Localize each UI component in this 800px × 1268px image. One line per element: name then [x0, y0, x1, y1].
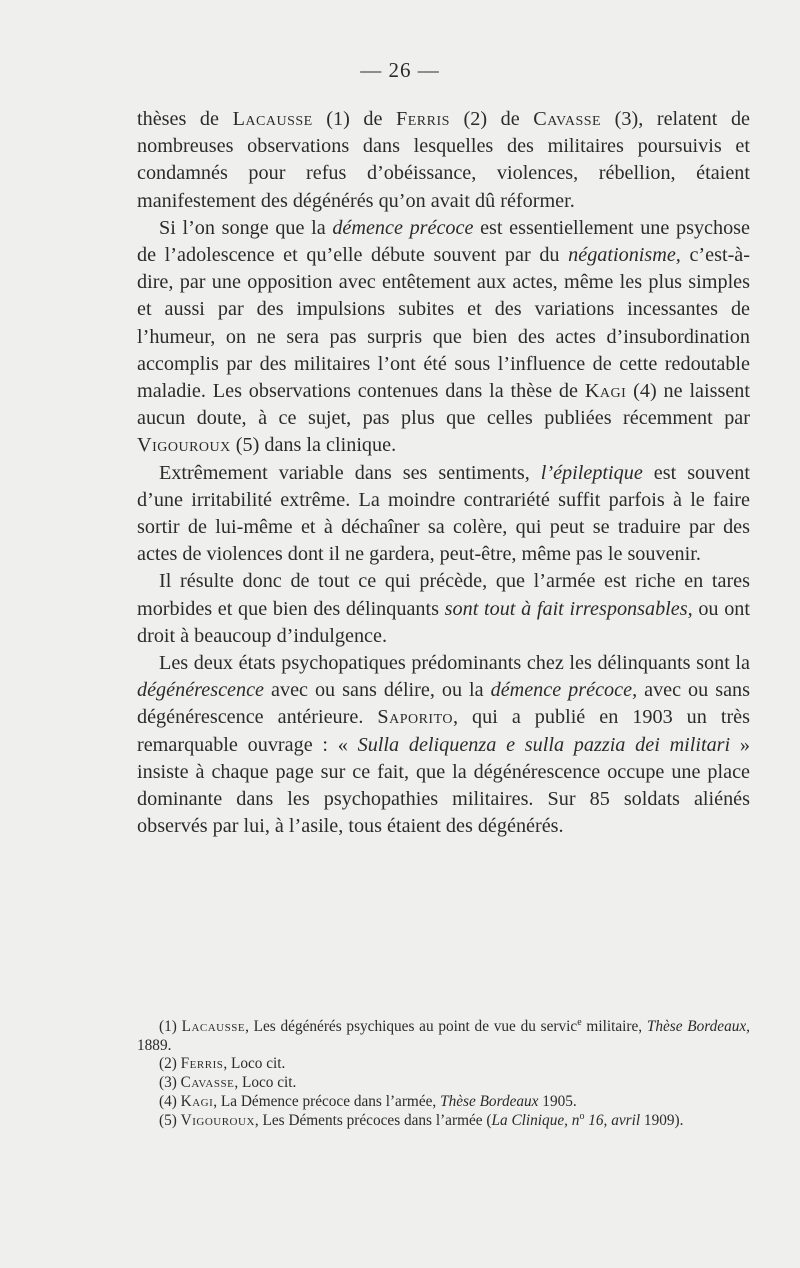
superscript: e — [577, 1016, 582, 1028]
footnotes — [137, 1018, 750, 1130]
italic-term: l’épileptique — [540, 461, 643, 484]
paragraph-3 — [137, 460, 750, 569]
author-name: Cavasse — [180, 1074, 235, 1092]
paragraph-2 — [137, 215, 750, 460]
italic-term: négationisme, — [568, 244, 681, 267]
text: (1) de — [312, 108, 397, 130]
text: Il résulte donc de tout ce qui précède, que l’armée est riche en tares morbides et que bien des délinquants — [137, 570, 750, 620]
author-name: Vigouroux — [137, 434, 231, 457]
author-name: Cavasse — [533, 108, 602, 130]
text: avec ou sans délire, ou la — [264, 679, 491, 702]
text: , Les dégénérés psychiques au point de vue du servic — [245, 1018, 578, 1035]
text: , La Démence précoce dans l’armée, — [213, 1092, 441, 1110]
italic-term: sont tout à fait irresponsables, — [444, 597, 693, 620]
page-number: — 26 — — [360, 58, 440, 82]
italic-title: Thèse Bordeaux — [440, 1092, 539, 1110]
body-text — [137, 106, 750, 840]
author-name: Kagi — [584, 380, 627, 403]
text: » insiste à chaque page sur ce fait, que la dégénérescence occupe une place dominante dans les psychopathies militaires. Sur 85 soldats aliénés observés par lui, à l’asile, tous étaient des dégénérés. — [137, 733, 750, 838]
text: ou ont droit à beaucoup d’indulgence. — [137, 597, 750, 647]
footnote-5 — [137, 1112, 750, 1131]
footnote-marker: (5) — [159, 1111, 181, 1129]
text: est souvent d’une irritabilité extrême. La moindre contrariété suffit parfois à le faire sortir de lui-même et à déchaîner sa colère, qui peut se traduire par des actes de violences dont il ne gardera, peut-être, même pas le souvenir. — [137, 461, 750, 566]
text: militaire, — [581, 1018, 647, 1035]
superscript: o — [579, 1110, 585, 1122]
author-name: Kagi — [180, 1092, 214, 1110]
author-name: Lacausse — [232, 108, 313, 130]
text: c’est-à-dire, par une opposition avec entêtement aux actes, même les plus simples et aussi par des impulsions subites et des variations incessantes de l’humeur, on ne sera pas surpris que bien des actes d’insubordination accomplis par des militaires l’ont été sous l’influence de cette redoutable maladie. Les observations contenues dans la thèse de — [137, 244, 750, 403]
italic-title: Thèse Bordeaux, — [646, 1018, 751, 1035]
author-name: Ferris — [180, 1055, 224, 1073]
text: Les deux états psychopatiques prédominants chez les délinquants sont la — [159, 652, 750, 675]
text: 1909). — [640, 1111, 684, 1129]
text: avec ou sans dégénérescence antérieure. — [137, 679, 750, 729]
text: 1889. — [137, 1036, 172, 1054]
paragraph-4 — [137, 568, 750, 650]
text: , qui a publié en 1903 un très remarquable ouvrage : « — [137, 706, 750, 756]
text: (5) dans la clinique. — [230, 434, 397, 457]
text: est essentiellement une psychose de l’adolescence et qu’elle débute souvent par du — [137, 216, 750, 267]
italic-title: 16, avril — [584, 1111, 641, 1129]
italic-term: démence précoce, — [490, 679, 638, 702]
text: , Les Déments précoces dans l’armée ( — [254, 1111, 492, 1129]
author-name: Saporito — [377, 706, 454, 729]
italic-title: Sulla deliquenza e sulla pazzia dei militari — [357, 733, 731, 756]
text: (3), relatent de nombreuses observations dans lesquelles des militaires poursuivis et condamnés pour refus d’obéissance, violences, rébellion, étaient manifestement des dégénérés qu’on avait dû réformer. — [137, 108, 751, 212]
italic-term: démence précoce — [332, 216, 474, 239]
footnote-4 — [137, 1093, 750, 1112]
paragraph-1 — [137, 106, 750, 215]
italic-title: La Clinique, n — [491, 1111, 580, 1129]
text: thèses de — [137, 108, 233, 130]
author-name: Vigouroux — [180, 1111, 255, 1129]
footnote-marker: (3) — [159, 1074, 181, 1092]
footnote-3 — [137, 1074, 750, 1093]
author-name: Ferris — [396, 108, 450, 130]
footnote-2 — [137, 1055, 750, 1074]
footnote-1 — [137, 1018, 750, 1055]
text: Extrêmement variable dans ses sentiments, — [159, 461, 541, 484]
text: 1905. — [538, 1092, 577, 1110]
italic-term: dégénérescence — [137, 679, 265, 702]
text: (4) ne laissent aucun doute, à ce sujet, pas plus que celles publiées récemment par — [137, 380, 750, 430]
footnote-marker: (4) — [159, 1092, 181, 1110]
text: , Loco cit. — [234, 1074, 297, 1092]
author-name: Lacausse — [181, 1018, 246, 1035]
footnote-marker: (2) — [159, 1055, 181, 1073]
text: (2) de — [449, 108, 534, 130]
text: Si l’on songe que la — [159, 216, 333, 239]
text: , Loco cit. — [223, 1055, 286, 1073]
footnote-marker: (1) — [159, 1018, 182, 1035]
paragraph-5 — [137, 650, 750, 840]
